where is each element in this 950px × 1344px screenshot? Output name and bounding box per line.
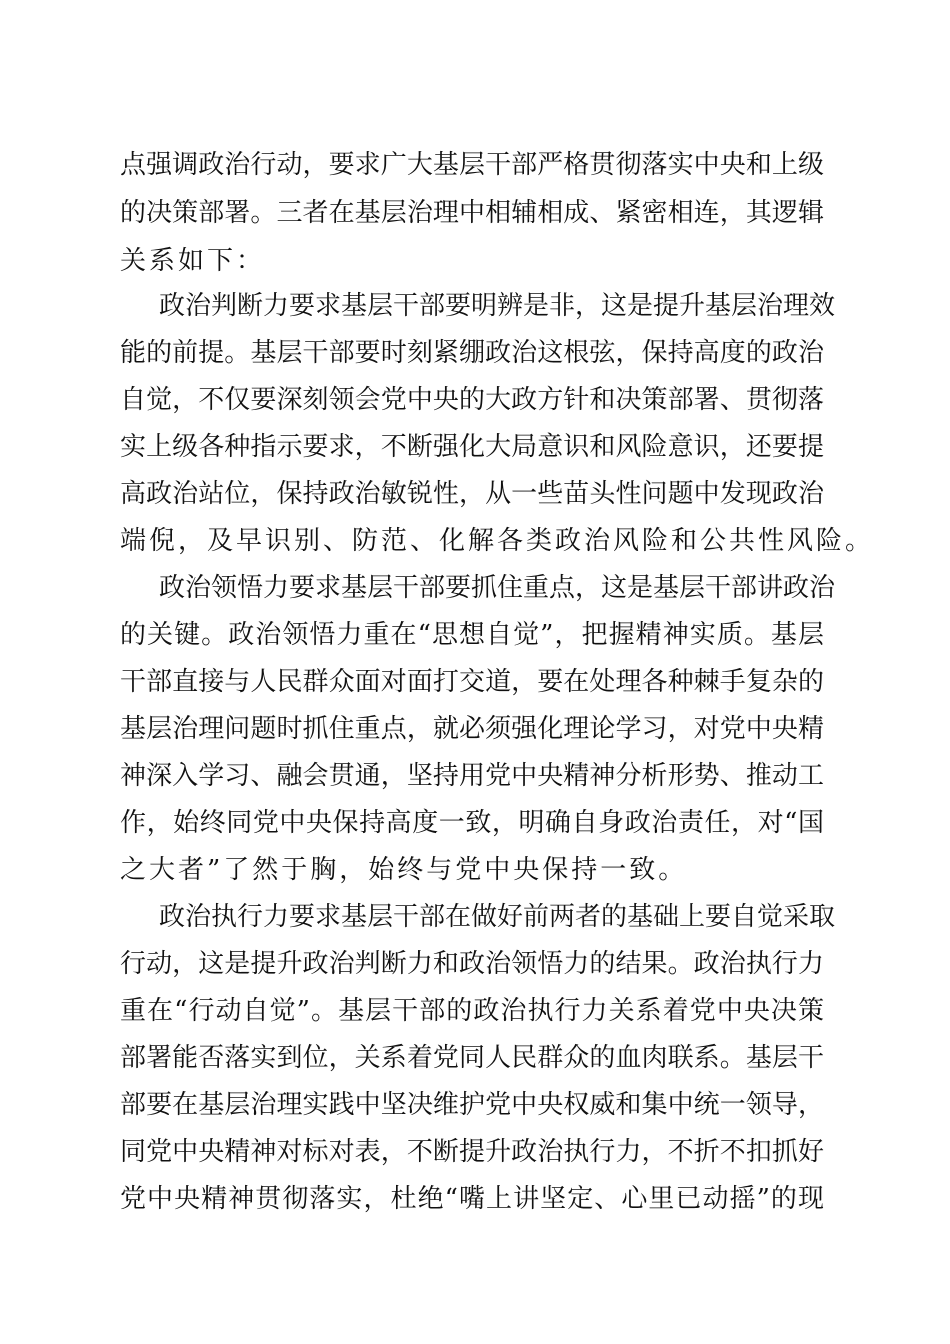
text-line: 端倪，及早识别、防范、化解各类政治风险和公共性风险。: [120, 526, 875, 556]
paragraph-first-line: 政治领悟力要求基层干部要抓住重点，这是基层干部讲政治: [159, 573, 836, 603]
paragraph-first-line: 政治判断力要求基层干部要明辨是非，这是提升基层治理效: [159, 291, 836, 321]
text-line: 作，始终同党中央保持高度一致，明确自身政治责任，对“国: [120, 808, 824, 838]
paragraph-first-line: 政治执行力要求基层干部在做好前两者的基础上要自觉采取: [159, 902, 836, 932]
text-line: 基层治理问题时抓住重点，就必须强化理论学习，对党中央精: [120, 714, 824, 744]
text-line: 关系如下：: [120, 246, 266, 276]
text-line: 的决策部署。三者在基层治理中相辅相成、紧密相连，其逻辑: [120, 198, 824, 228]
text-line: 部要在基层治理实践中坚决维护党中央权威和集中统一领导，: [120, 1090, 824, 1120]
text-line: 同党中央精神对标对表，不断提升政治执行力，不折不扣抓好: [120, 1137, 824, 1167]
text-line: 的关键。政治领悟力重在“思想自觉”，把握精神实质。基层: [120, 620, 824, 650]
text-line: 行动，这是提升政治判断力和政治领悟力的结果。政治执行力: [120, 949, 824, 979]
text-line: 干部直接与人民群众面对面打交道，要在处理各种棘手复杂的: [120, 667, 824, 697]
text-line: 重在“行动自觉”。基层干部的政治执行力关系着党中央决策: [120, 996, 824, 1026]
text-line: 自觉，不仅要深刻领会党中央的大政方针和决策部署、贯彻落: [120, 385, 824, 415]
text-line: 点强调政治行动，要求广大基层干部严格贯彻落实中央和上级: [120, 150, 824, 180]
text-line: 之大者”了然于胸，始终与党中央保持一致。: [120, 855, 688, 885]
text-line: 能的前提。基层干部要时刻紧绷政治这根弦，保持高度的政治: [120, 338, 824, 368]
text-line: 实上级各种指示要求，不断强化大局意识和风险意识，还要提: [120, 432, 824, 462]
text-line: 党中央精神贯彻落实，杜绝“嘴上讲坚定、心里已动摇”的现: [120, 1184, 824, 1214]
text-line: 部署能否落实到位，关系着党同人民群众的血肉联系。基层干: [120, 1043, 824, 1073]
text-line: 神深入学习、融会贯通，坚持用党中央精神分析形势、推动工: [120, 761, 824, 791]
text-line: 高政治站位，保持政治敏锐性，从一些苗头性问题中发现政治: [120, 479, 824, 509]
